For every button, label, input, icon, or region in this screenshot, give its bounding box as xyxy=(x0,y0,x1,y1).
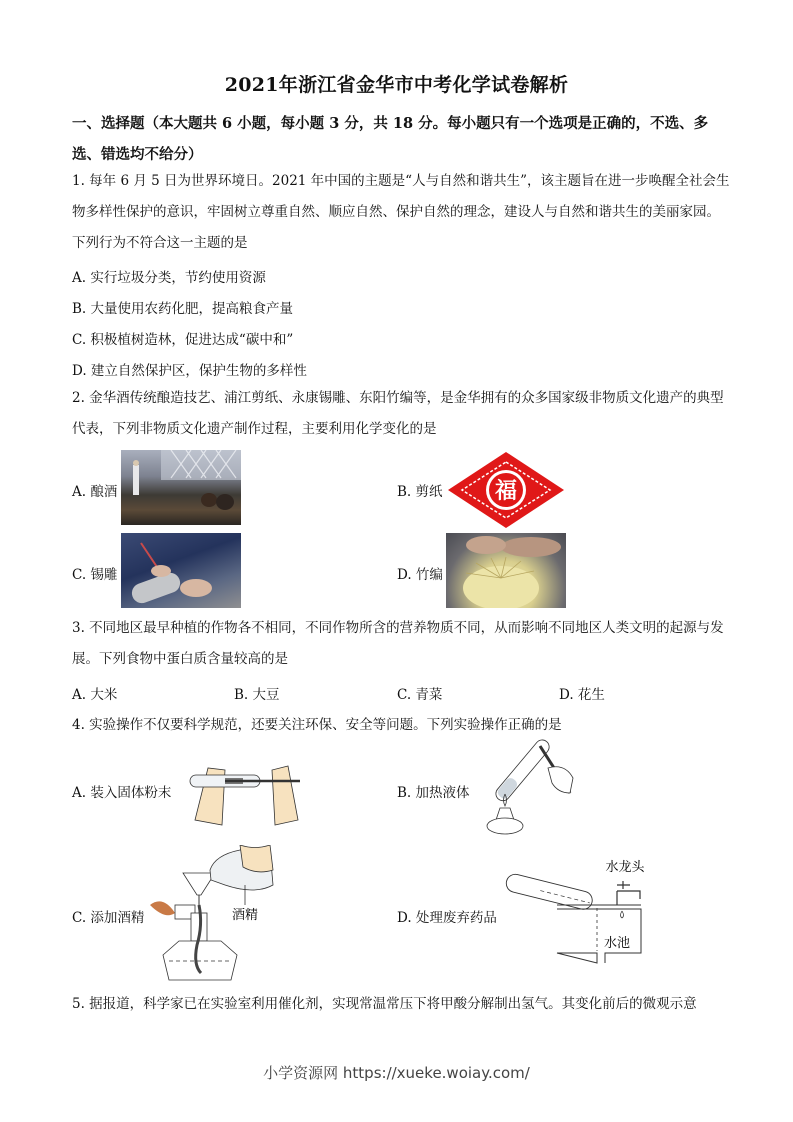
question-4-option-b: B. 加热液体 xyxy=(397,785,470,801)
question-4-option-a: A. 装入固体粉末 xyxy=(72,785,172,801)
section-heading: 一、选择题（本大题共 6 小题，每小题 3 分，共 18 分。每小题只有一个选项是正确的，不选、多选、错选均不给分） xyxy=(72,115,709,163)
paper-cutting-image xyxy=(446,450,566,530)
tin-carving-photo xyxy=(121,533,241,608)
question-4-option-c: C. 添加酒精 xyxy=(72,910,145,926)
adding-alcohol-diagram xyxy=(145,845,280,985)
watermark-footer: 小学资源网 https://xueke.woiay.com/ xyxy=(263,1064,530,1082)
heating-liquid-diagram xyxy=(470,738,580,836)
question-1-option-b: B. 大量使用农药化肥，提高粮食产量 xyxy=(72,301,294,317)
brewing-photo xyxy=(121,450,241,525)
powder-loading-diagram xyxy=(180,750,310,835)
question-3-stem: 3. 不同地区最早种植的作物各不相同，不同作物所含的营养物质不同，从而影响不同地区人类文明的起源与发展。下列食物中蛋白质含量较高的是 xyxy=(72,620,724,667)
question-2-option-d: D. 竹编 xyxy=(397,567,443,583)
question-3-option-a: A. 大米 xyxy=(72,687,118,703)
question-4-option-d: D. 处理废弃药品 xyxy=(397,910,497,926)
question-2-stem: 2. 金华酒传统酿造技艺、浦江剪纸、永康锡雕、东阳竹编等，是金华拥有的众多国家级非物质文化遗产的典型代表，下列非物质文化遗产制作过程，主要利用化学变化的是 xyxy=(72,390,724,437)
question-4-stem: 4. 实验操作不仅要科学规范，还要关注环保、安全等问题。下列实验操作正确的是 xyxy=(72,717,562,733)
alcohol-annotation: 酒精 xyxy=(231,908,259,923)
question-1-stem: 1. 每年 6 月 5 日为世界环境日。2021 年中国的主题是“人与自然和谐共生”，该主题旨在进一步唤醒全社会生物多样性保护的意识，牢固树立尊重自然、顺应自然、保护自然的理念，建设人与自然和谐共生的美丽家园。下列行为不符合这一主题的是 xyxy=(72,173,730,251)
question-1-option-d: D. 建立自然保护区，保护生物的多样性 xyxy=(72,363,307,379)
question-1-option-c: C. 积极植树造林，促进达成“碳中和” xyxy=(72,332,294,348)
question-2-option-b: B. 剪纸 xyxy=(397,484,443,500)
question-3-option-d: D. 花生 xyxy=(559,687,605,703)
question-3-option-b: B. 大豆 xyxy=(234,687,280,703)
question-2-option-c: C. 锡雕 xyxy=(72,567,118,583)
question-3-option-c: C. 青菜 xyxy=(397,687,443,703)
sink-annotation: 水池 xyxy=(603,936,631,951)
faucet-annotation: 水龙头 xyxy=(605,860,645,875)
bamboo-weaving-photo xyxy=(446,533,566,608)
svg-text:福: 福 xyxy=(494,479,518,504)
question-2-option-a: A. 酿酒 xyxy=(72,484,118,500)
document-title: 2021年浙江省金华市中考化学试卷解析 xyxy=(224,74,569,96)
question-5-stem: 5. 据报道，科学家已在实验室利用催化剂，实现常温常压下将甲酸分解制出氢气。其变化前后的微观示意 xyxy=(72,996,697,1012)
question-1-option-a: A. 实行垃圾分类，节约使用资源 xyxy=(72,270,266,286)
waste-disposal-diagram xyxy=(505,853,655,978)
